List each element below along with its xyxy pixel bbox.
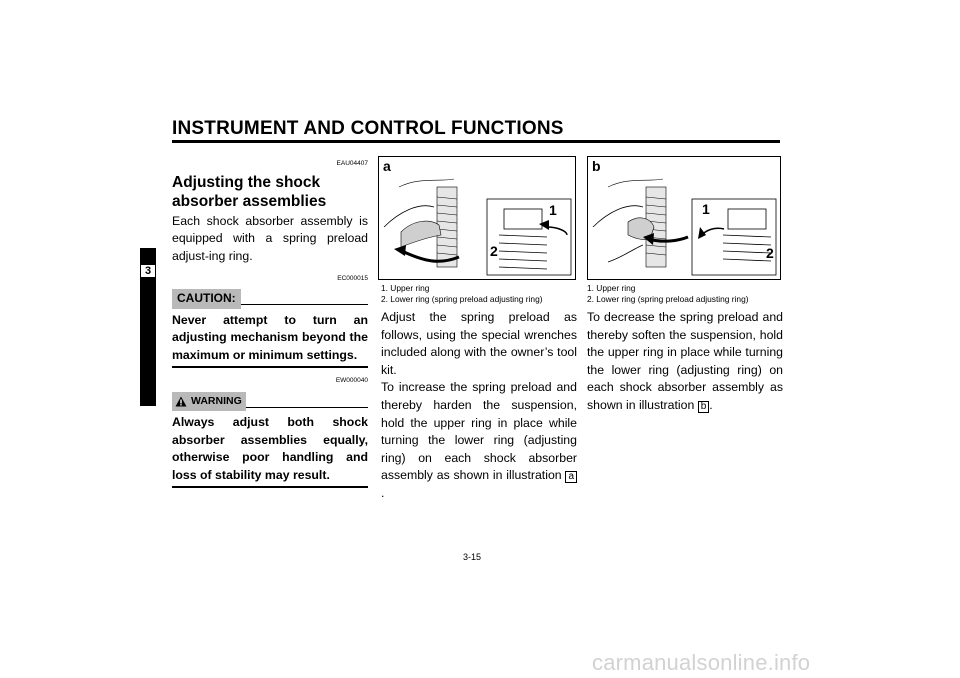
warning-code: EW000040 (335, 377, 368, 385)
figure-b-caption-1: 1. Upper ring (587, 283, 636, 293)
figure-b (587, 156, 781, 280)
figure-b-caption-2: 2. Lower ring (spring preload adjusting ring) (587, 294, 749, 304)
caution-header-rule (241, 304, 368, 305)
warning-triangle-icon (175, 396, 187, 407)
right-paragraph: To decrease the spring preload and thereby soften the suspension, hold the upper ring in place while turning the lower ring (adjusting ring) on each shock absorber assembly as shown in illustration b . (587, 310, 783, 412)
warning-label: WARNING (191, 394, 242, 407)
warning-header-rule (246, 407, 368, 408)
caution-text: Never attempt to turn an adjusting mechanism beyond the maximum or minimum settings. (172, 312, 368, 362)
caution-label: CAUTION: (172, 289, 241, 309)
middle-paragraph-2: To increase the spring preload and thereby harden the suspension, hold the upper ring in place while turning the lower ring (adjusting ring) on each shock absorber assembly as shown in illustration a. (381, 380, 577, 500)
middle-paragraph-2-text: To increase the spring preload and thereby harden the suspension, hold the upper ring in place while turning the lower ring (adjusting ring) on each shock absorber assembly as shown in illustration (381, 380, 577, 483)
figure-b-illustration (588, 157, 780, 279)
figure-a-callout-1: 1 (549, 202, 557, 218)
left-column (172, 155, 368, 488)
figure-a-caption-2: 2. Lower ring (spring preload adjusting ring) (381, 294, 543, 304)
illustration-ref-b: b (698, 401, 710, 413)
warning-header (172, 392, 368, 412)
section-code: EAU04407 (336, 160, 368, 167)
warning-end-rule (172, 486, 368, 488)
caution-header (172, 289, 368, 309)
figure-a-letter: a (383, 158, 391, 174)
caution-code: EC000015 (337, 275, 368, 283)
warning-label-box (172, 392, 246, 412)
middle-paragraph-1: Adjust the spring preload as follows, using the special wrenches included along with the owner’s tool kit. (381, 310, 577, 377)
middle-column (381, 309, 577, 503)
section-tab-number: 3 (141, 265, 155, 277)
section-heading: Adjusting the shock absorber assemblies (172, 173, 327, 210)
figure-a-caption-1: 1. Upper ring (381, 283, 430, 293)
watermark: carmanualsonline.info (592, 650, 811, 675)
figure-b-letter: b (592, 158, 601, 174)
figure-b-callout-1: 1 (702, 201, 710, 217)
header-rule (172, 140, 780, 143)
page-number: 3-15 (463, 552, 482, 562)
page-header-title: INSTRUMENT AND CONTROL FUNCTIONS (172, 118, 564, 139)
figure-a-captions (381, 283, 581, 305)
figure-a-illustration (379, 157, 575, 279)
warning-text: Always adjust both shock absorber assemblies equally, otherwise poor handling and loss of stability may result. (172, 415, 368, 482)
figure-a-callout-2: 2 (490, 243, 498, 259)
figure-a (378, 156, 576, 280)
right-column (587, 309, 783, 415)
figure-b-captions (587, 283, 787, 305)
figure-b-callout-2: 2 (766, 245, 774, 261)
illustration-ref-a: a (565, 471, 577, 483)
caution-end-rule (172, 366, 368, 368)
right-paragraph-text: To decrease the spring preload and thereby soften the suspension, hold the upper ring in place while turning the lower ring (adjusting ring) on each shock absorber assembly as shown in illustration (587, 310, 783, 412)
intro-paragraph: Each shock absorber assembly is equipped with a spring preload adjust-ing ring. (172, 213, 368, 263)
